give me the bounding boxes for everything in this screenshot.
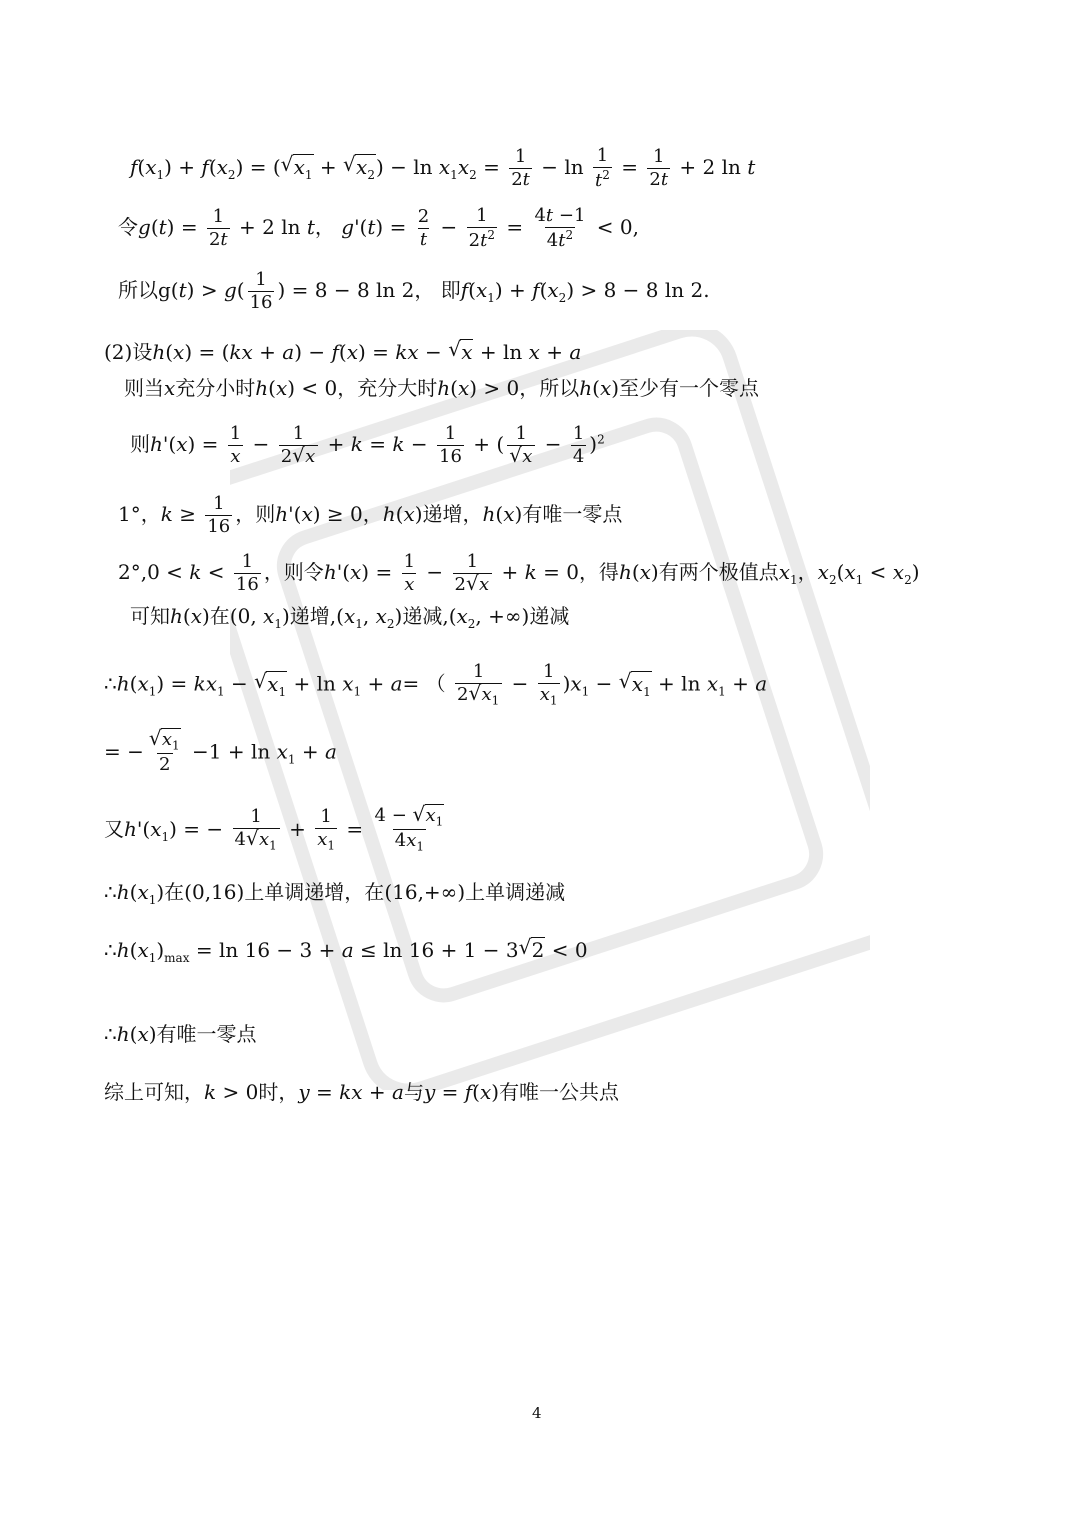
text-seg: 递减 (529, 604, 570, 628)
text-seg: 上单调递减 (465, 880, 566, 904)
text-seg: ，得 (578, 560, 619, 585)
text-seg: 在 (164, 880, 185, 904)
equation-h-x1-simplified: = − √ $\frac{x_1}{2}$ $-1 + \ln x_1 + a$ (104, 730, 337, 776)
text-seg: 1°， (118, 502, 161, 527)
page-number: 4 (532, 1404, 542, 1422)
text-seg: ，则令 (263, 560, 324, 585)
text-seg: 则当 (124, 376, 164, 400)
final-conclusion: 综上可知，k > 0时，y = kx + a与y = f(x)有唯一公共点 (104, 1080, 620, 1104)
text-zero-exists: 则当x充分小时h(x) < 0，充分大时h(x) > 0，所以h(x)至少有一个零点 (124, 376, 760, 400)
text-seg: 在 (209, 604, 230, 628)
text-seg: ，充分大时 (337, 376, 438, 400)
text-seg: 2°, (118, 560, 148, 585)
text-suoyi: 所以 (118, 278, 158, 303)
equation-h-derivative: 则h'(x) = $\frac{1}{x}$ − $\frac{1}{2√ x}$ + k = k − $\frac{1}{16}$ + ( 1 √ x − $\frac{1}{4}$ )$^2$ (130, 424, 605, 467)
text-seg: ，所以 (519, 376, 580, 400)
text-seg: 递增， (422, 502, 483, 527)
text-you: 又 (104, 816, 124, 841)
text-seg: 递增, (289, 604, 337, 628)
monotonic-intervals: 可知h(x)在(0, $x_1$)递增$,(x_1$, $x_2$)递减$,(x_2$, +∞)递减 (130, 604, 570, 631)
equation-sum-f: $f(x_1) + f(x_2)$ = (√ $x_1$ + √ $x_2) - \ln x_1x_2$ = $\frac{1}{2t}$ − ln $\frac{1}{t^2}$ = $\frac{1}{2t}$ + 2 ln t (130, 146, 755, 191)
equation-g-def: 令g(t) = $\frac{1}{2t}$ + 2 ln t， g'(t) = $\frac{2}{t}$ − $\frac{1}{2t^2}$ = $\frac{4t -1}{4t^2}$ < 0, (118, 205, 639, 251)
equation-g-bound: 所以g(t) > g( $\frac{1}{16}$ ) = 8 − 8 ln 2， 即$f(x_1) + f(x_2) > 8 - 8$ ln 2. (118, 269, 710, 313)
therefore-symbol: ∴ (104, 880, 117, 904)
text-seg: 可知 (130, 604, 170, 628)
text-seg: 有唯一零点 (522, 502, 623, 527)
text-part2: (2)设 (104, 340, 153, 364)
text-ling: 令 (118, 215, 138, 240)
therefore-symbol: ∴ (104, 1022, 117, 1046)
text-seg: ，则 (235, 502, 276, 527)
equation-h-x1: $\therefore h(x_1) = kx_1$ − √ $x_1 + \ln x_1 + a=$ （ $\frac{1}{2√ x_1}$ − $\frac{1}{x_1}$ )$x_1$ − √ $x_1 + \ln x_1 + a$ (104, 662, 767, 708)
monotonic-h-x1: $\therefore h(x_1)$在(0,16)上单调递增，在(16,+∞)上单调递减 (104, 880, 566, 907)
text-seg: 有唯一零点 (156, 1022, 257, 1046)
text-seg: 时， (258, 1080, 299, 1104)
equation-max-bound: $\therefore h(x_1)_{max} = \ln 16 - 3 + a \le \ln 16 + 1 - 3√$ 2 < 0 (104, 940, 588, 964)
text-ze: 则 (130, 432, 150, 457)
therefore-symbol: ∴ (104, 671, 117, 696)
equation-h-prime-x1: 又$h'(x_1)$ = − $\frac{1}{4√ x_1}$ + $\frac{1}{x_1}$ = $\frac{4 - √ x_1}{4x_1}$ (104, 806, 449, 855)
text-seg: 充分小时 (175, 376, 256, 400)
text-seg: 上单调递增，在 (244, 880, 385, 904)
equation-h-def: (2)设h(x) = (kx + a) − f(x) = kx − √ x + ln x + a (104, 342, 581, 362)
case-2: 2°,0 < k < $\frac{1}{16}$ ，则令h'(x) = $\frac{1}{x}$ − $\frac{1}{2√ x}$ + k = 0，得h(x)有两个极值点$x_1$，$x_2(x_1 < x_2)$ (118, 552, 920, 595)
text-seg: 与 (403, 1080, 424, 1104)
text-seg: 有唯一公共点 (499, 1080, 620, 1104)
conclusion-unique-zero: ∴h(x)有唯一零点 (104, 1022, 257, 1046)
text-seg: 综上可知， (104, 1080, 204, 1104)
text-seg: 有两个极值点 (658, 560, 779, 585)
text-seg: 递减, (402, 604, 449, 628)
therefore-symbol: ∴ (104, 938, 117, 962)
case-1: 1°，k ≥ $\frac{1}{16}$ ，则h'(x) ≥ 0，h(x)递增，h(x)有唯一零点 (118, 493, 623, 537)
text-seg: 至少有一个零点 (619, 376, 760, 400)
